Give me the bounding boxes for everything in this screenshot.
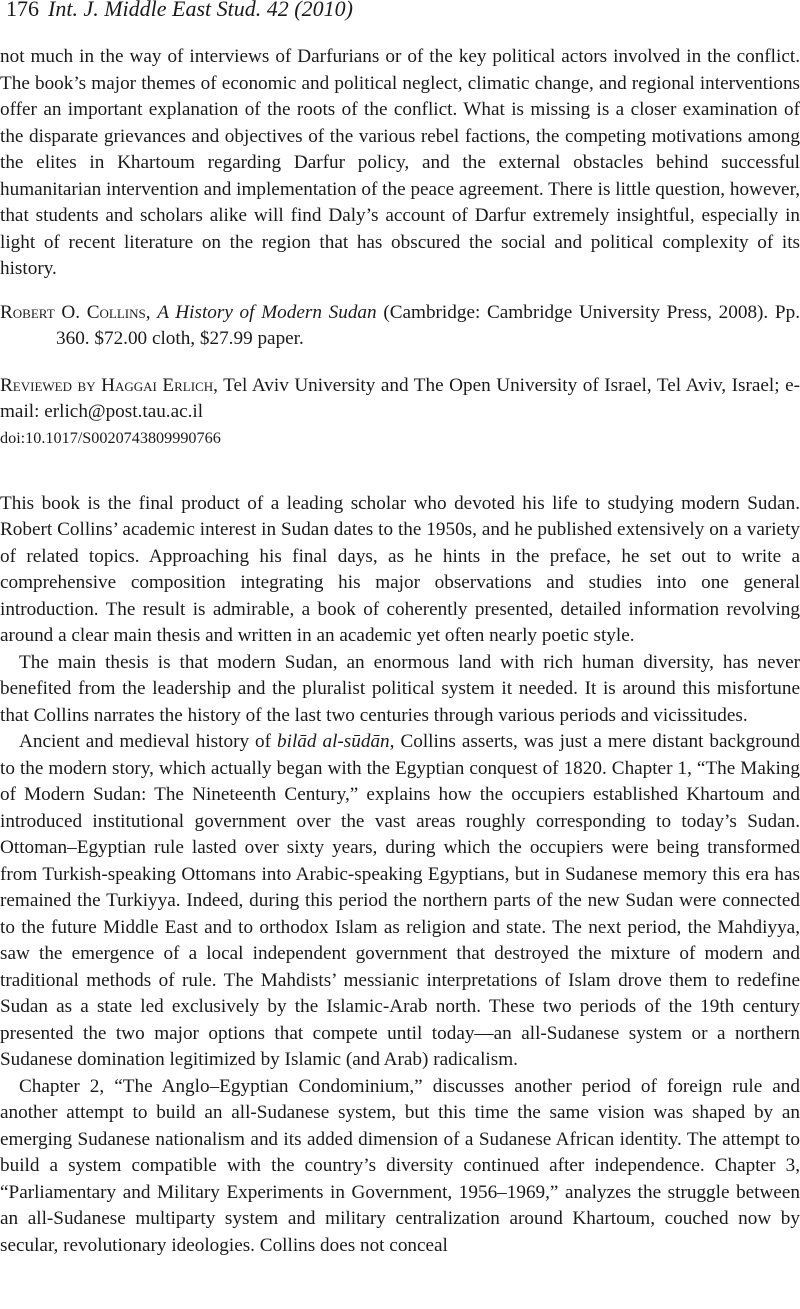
book-citation (0, 300, 800, 353)
body-paragraph-2: The main thesis is that modern Sudan, an enormous land with rich human diversity, has never benefited from the leadership and the pluralist political system it needed. It is around this misfortune that Collins narrates the history of the last two centuries through various periods and vicissitudes. (0, 651, 800, 726)
journal-title: Int. J. Middle East Stud. 42 (2010) (48, 0, 353, 21)
reviewer-line (0, 373, 800, 426)
citation-separator: , (145, 301, 158, 323)
running-header (6, 0, 353, 24)
doi-link[interactable]: doi:10.1017/S0020743809990766 (0, 428, 221, 447)
body-paragraph-1: This book is the final product of a leading scholar who devoted his life to studying modern Sudan. Robert Collins’ academic interest in Sudan dates to the 1950s, and he published extensively on a variety of related topics. Approaching his final days, as he hints in the preface, he set out to write a comprehensive composition integrating his major observations and studies into one general introduction. The result is admirable, a book of coherently presented, detailed information revolving around a clear main thesis and written in an academic yet often nearly poetic style. (0, 492, 800, 646)
book-publication-details: (Cambridge: Cambridge University Press, 2008). Pp. 360. $72.00 cloth, $27.99 paper. (56, 301, 800, 349)
paragraph-3-rest: , Collins asserts, was just a mere distant background to the modern story, which actually began with the Egyptian conquest of 1820. Chapter 1, “The Making of Modern Sudan: The Nineteenth Century,” explains how the occupiers established Khartoum and introduced institutional government over the vast areas roughly corresponding to today’s Sudan. Ottoman–Egyptian rule lasted over sixty years, during which the occupiers were being transformed from Turkish-speaking Ottomans into Arabic-speaking Egyptians, but in Sudanese memory this era has remained the Turkiyya. Indeed, during this period the northern parts of the new Sudan were connected to the future Middle East and to orthodox Islam as religion and state. The next period, the Mahdiyya, saw the emergence of a local independent government that destroyed the mixture of modern and traditional methods of rule. The Mahdists’ messianic interpretations of Islam drove them to redefine Sudan as a state led exclusively by the Islamic-Arab north. These two periods of the 19th century presented the two major options that compete until today—an all-Sudanese system or a northern Sudanese domination legitimized by Islamic (and Arab) radicalism. (0, 731, 800, 1070)
paragraph-3-start: Ancient and medieval history of (19, 731, 278, 752)
body-paragraph-4: Chapter 2, “The Anglo–Egyptian Condominium,” discusses another period of foreign rule and another attempt to build an all-Sudanese system, but this time the same vision was shaped by an emerging Sudanese nationalism and its added dimension of a Sudanese African identity. The attempt to build a system compatible with the country’s diversity continued after independence. Chapter 3, “Parliamentary and Military Experiments in Government, 1956–1969,” analyzes the struggle between an all-Sudanese multiparty system and military centralization around Khartoum, couched now by secular, revolutionary ideologies. Collins does not conceal (0, 1075, 800, 1256)
page-number: 176 (6, 0, 39, 21)
paragraph-3-term: bilād al-sūdān (277, 731, 390, 752)
book-title: A History of Modern Sudan (157, 301, 377, 323)
reviewer-name: Reviewed by Haggai Erlich (0, 374, 214, 396)
reviewer-affiliation: , Tel Aviv University and The Open University of Israel, Tel Aviv, Israel; e-mail: erlich@post.tau.ac.il (0, 374, 800, 422)
book-author: Robert O. Collins (0, 301, 146, 323)
previous-review-end-paragraph: not much in the way of interviews of Darfurians or of the key political actors involved in the conflict. The book’s major themes of economic and political neglect, climatic change, and regional interventions offer an important explanation of the roots of the conflict. What is missing is a closer examination of the disparate grievances and objectives of the various rebel factions, the competing motivations among the elites in Khartoum regarding Darfur policy, and the external obstacles behind successful humanitarian intervention and implementation of the peace agreement. There is little question, however, that students and scholars alike will find Daly’s account of Darfur extremely insightful, especially in light of recent literature on the region that has obscured the social and political complexity of its history. (0, 46, 800, 279)
text-column (0, 44, 800, 1259)
body-paragraph-3 (0, 729, 800, 1074)
